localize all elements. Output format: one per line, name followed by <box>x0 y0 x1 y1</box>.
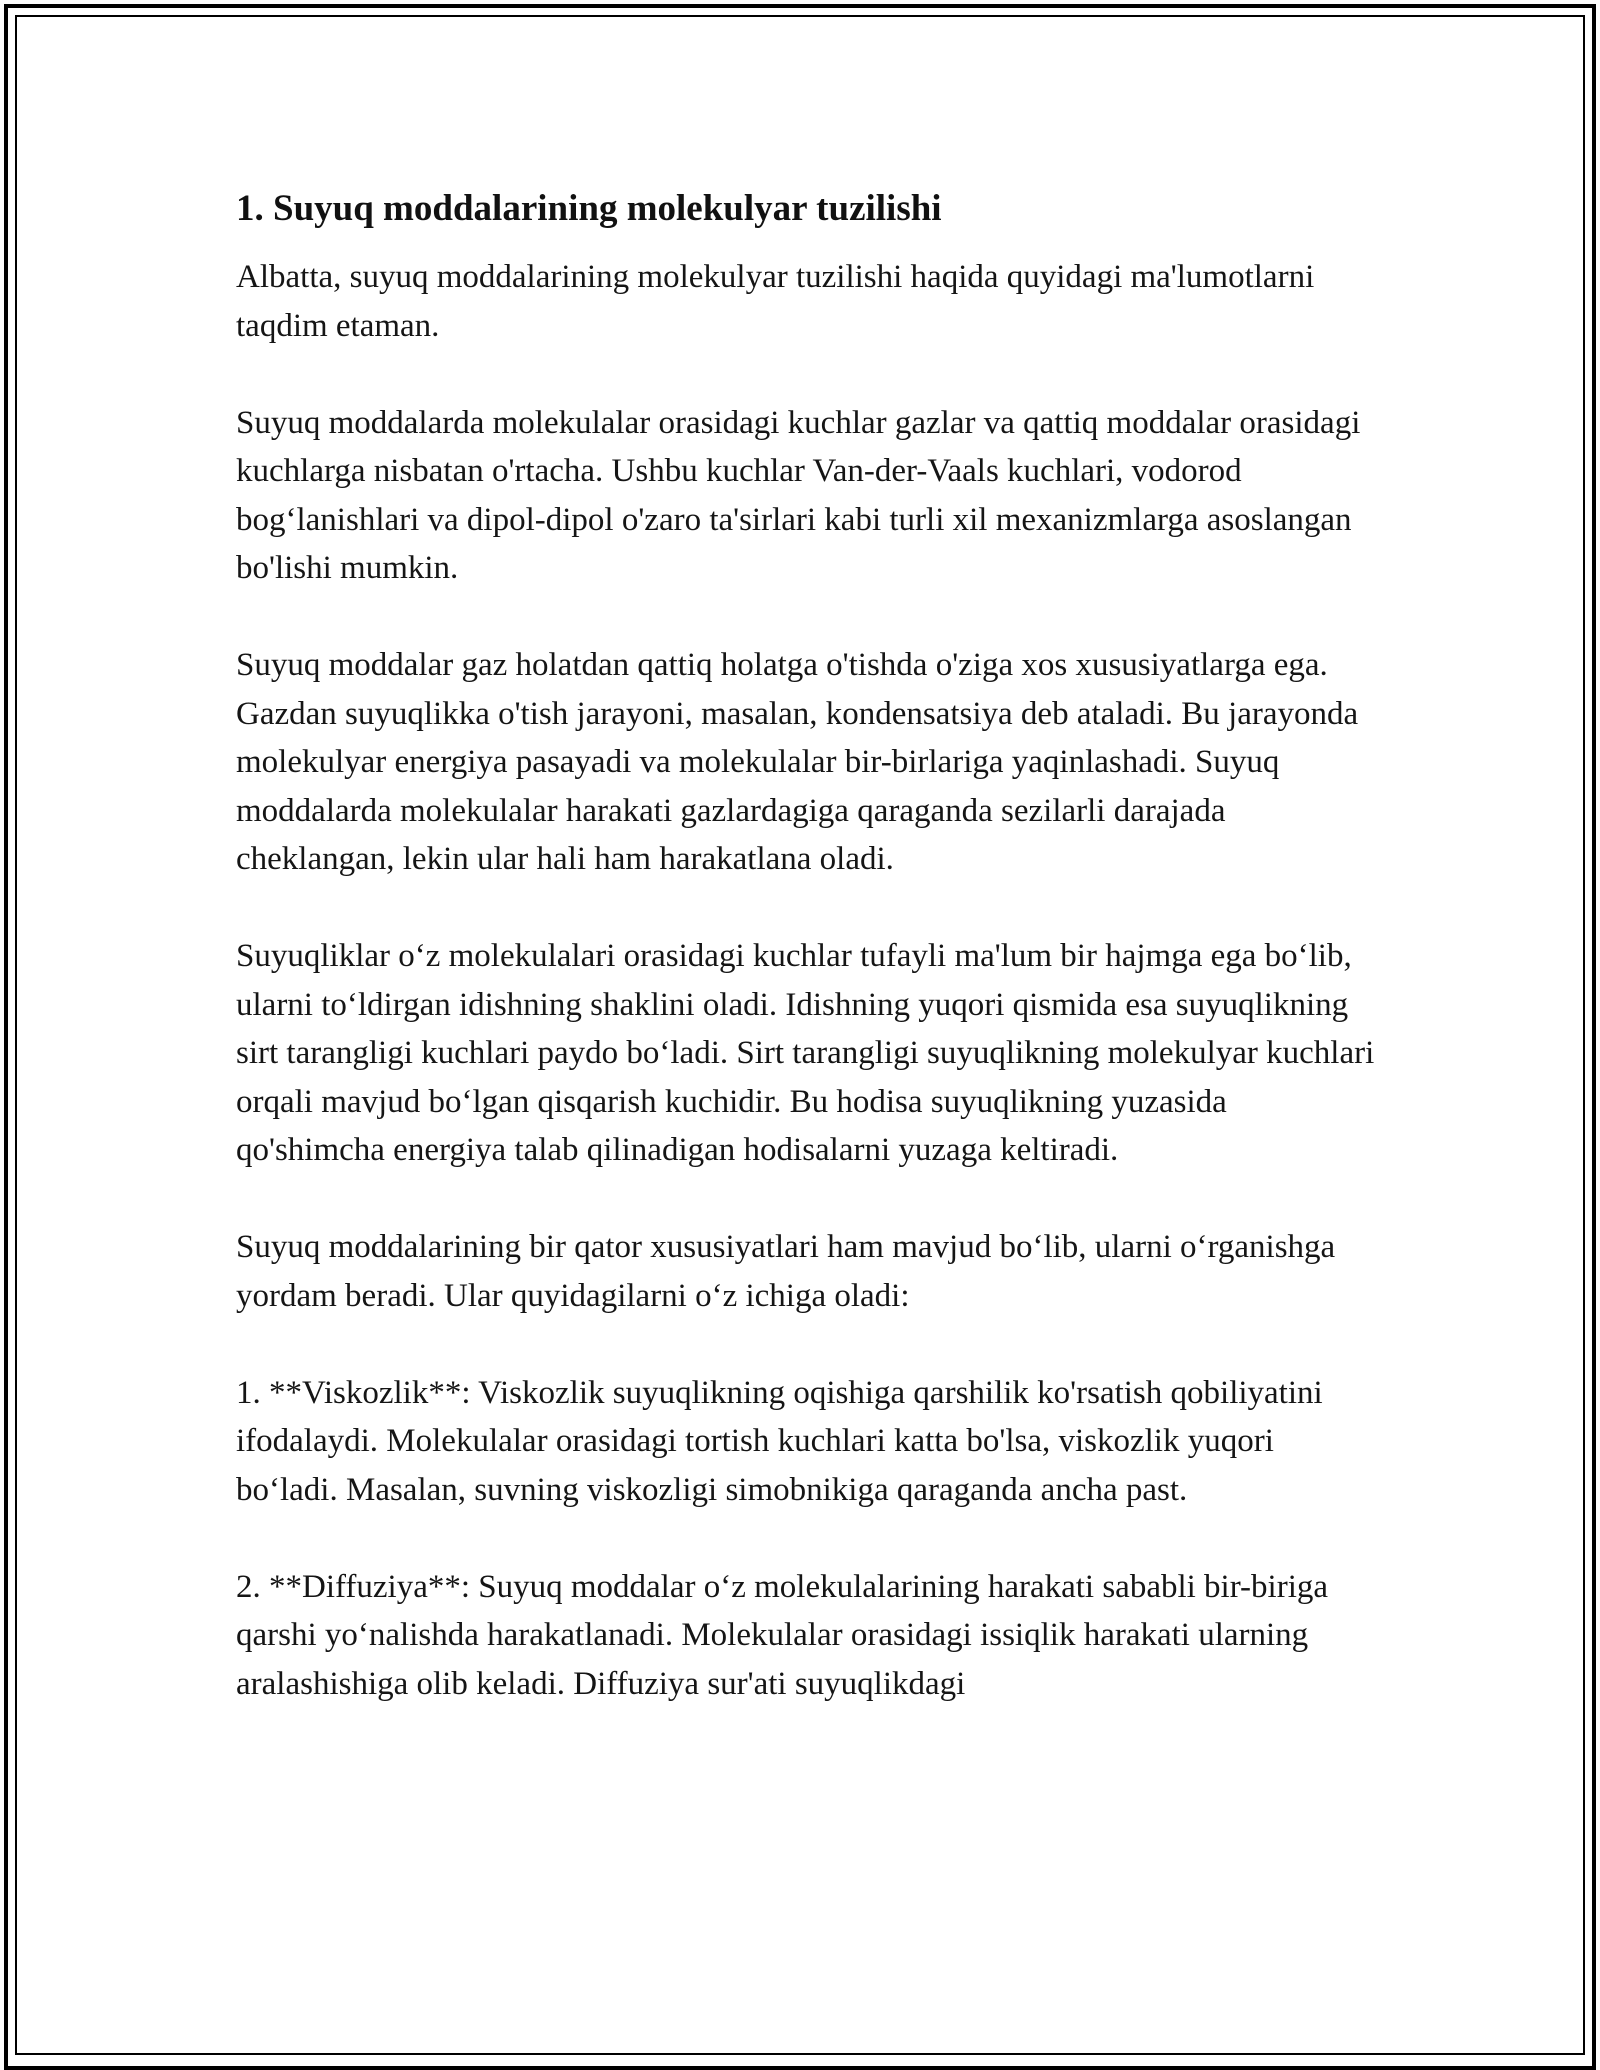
paragraph-intermolecular-forces: Suyuq moddalarda molekulalar orasidagi kuchlar gazlar va qattiq moddalar orasidagi kuchlarga nisbatan o'rtacha. Ushbu kuchlar Van-der-Vaals kuchlari, vodorod bog‘lanishlari va dipol-dipol o'zaro ta'sirlari kabi turli xil mexanizmlarga asoslangan bo'lishi mumkin. <box>236 404 1361 586</box>
paragraph-phase-transition: Suyuq moddalar gaz holatdan qattiq holatga o'tishda o'ziga xos xususiyatlarga ega. Gazdan suyuqlikka o'tish jarayoni, masalan, kondensatsiya deb ataladi. Bu jarayonda molekulyar energiya pasayadi va molekulalar bir-birlariga yaqinlashadi. Suyuq moddalarda molekulalar harakati gazlardagiga qaraganda sezilarli darajada cheklangan, lekin ular hali ham harakatlana oladi. <box>236 647 1359 877</box>
document-body <box>236 185 1376 1708</box>
section-title: 1. Suyuq moddalarining molekulyar tuzilishi <box>236 188 942 229</box>
paragraph-intro: Albatta, suyuq moddalarining molekulyar tuzilishi haqida quyidagi ma'lumotlarni taqdim etaman. <box>236 259 1315 344</box>
paragraph-surface-tension: Suyuqliklar o‘z molekulalari orasidagi kuchlar tufayli ma'lum bir hajmga ega bo‘lib, ularni to‘ldirgan idishning shaklini oladi. Idishning yuqori qismida esa suyuqlikning sirt tarangligi kuchlari paydo bo‘ladi. Sirt tarangligi suyuqlikning molekulyar kuchlari orqali mavjud bo‘lgan qisqarish kuchidir. Bu hodisa suyuqlikning yuzasida qo'shimcha energiya talab qilinadigan hodisalarni yuzaga keltiradi. <box>236 938 1375 1168</box>
paragraph-diffusion: 2. **Diffuziya**: Suyuq moddalar o‘z molekulalarining harakati sababli bir-biriga qarshi yo‘nalishda harakatlanadi. Molekulalar orasidagi issiqlik harakati ularning aralashishiga olib keladi. Diffuziya sur'ati suyuqlikdagi <box>236 1568 1329 1702</box>
paragraph-viscosity: 1. **Viskozlik**: Viskozlik suyuqlikning oqishiga qarshilik ko'rsatish qobiliyatini ifodalaydi. Molekulalar orasidagi tortish kuchlari katta bo'lsa, viskozlik yuqori bo‘ladi. Masalan, suvning viskozligi simobnikiga qaraganda ancha past. <box>236 1374 1323 1508</box>
paragraph-properties-intro: Suyuq moddalarining bir qator xususiyatlari ham mavjud bo‘lib, ularni o‘rganishga yordam beradi. Ular quyidagilarni o‘z ichiga oladi: <box>236 1229 1336 1314</box>
